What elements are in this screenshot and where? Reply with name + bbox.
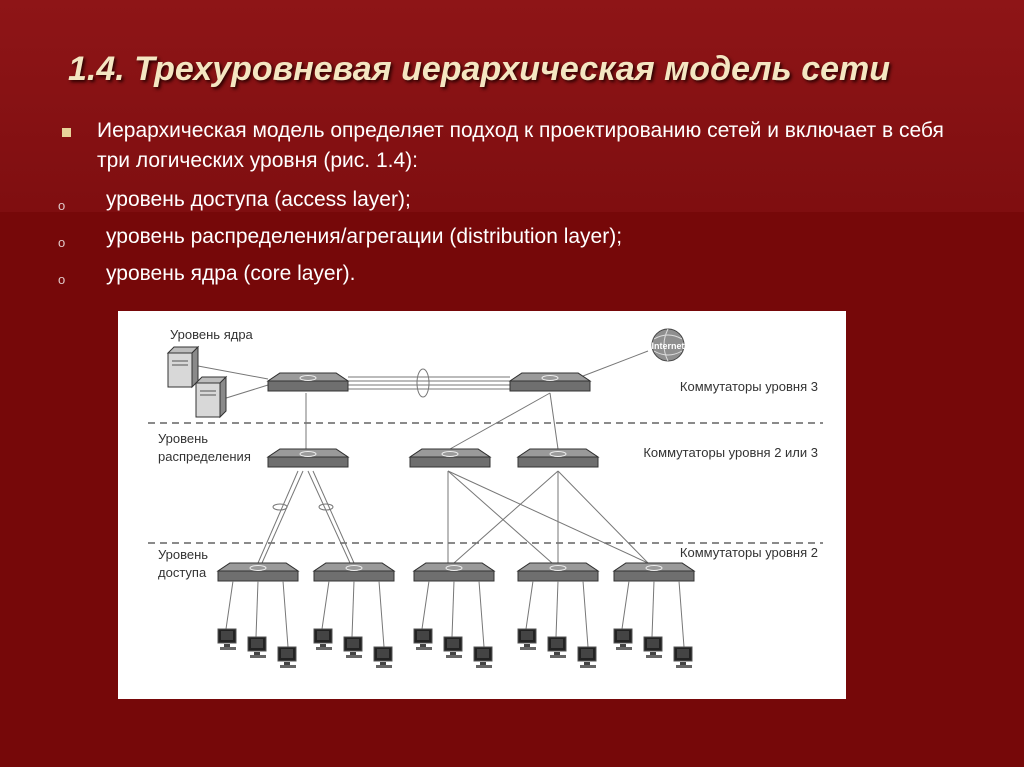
- intro-paragraph: Иерархическая модель определяет подход к проектированию сетей и включает в себя три логических уровня (рис. 1.4):: [97, 119, 944, 172]
- workstation-icon: [518, 629, 536, 650]
- distribution-switch-icon: [268, 449, 348, 467]
- access-block: [614, 563, 694, 668]
- square-bullet-icon: [62, 128, 71, 137]
- workstation-icon: [444, 637, 462, 658]
- circle-bullet-icon: o: [58, 235, 66, 250]
- core-switch-icon: [268, 373, 348, 391]
- access-block: [218, 563, 298, 668]
- workstation-icon: [248, 637, 266, 658]
- internet-label: Internet: [651, 341, 685, 351]
- circle-bullet-icon: o: [58, 272, 66, 287]
- workstation-icon: [578, 647, 596, 668]
- workstation-icon: [414, 629, 432, 650]
- access-layer: [218, 563, 694, 668]
- workstation-icon: [278, 647, 296, 668]
- distribution-switch-icon: [410, 449, 490, 467]
- l3-switches-label: Коммутаторы уровня 3: [679, 379, 818, 394]
- workstation-icon: [474, 647, 492, 668]
- slide-title: 1.4. Трехуровневая иерархическая модель сети: [68, 50, 891, 88]
- background-top: [0, 0, 1024, 215]
- access-switch-icon: [314, 563, 394, 581]
- internet-globe-icon: [651, 329, 684, 361]
- access-layer-label-line2: доступа: [158, 565, 207, 580]
- list-item-distribution: уровень распределения/агрегации (distribution layer);: [106, 225, 623, 248]
- distribution-layer-label-line2: распределения: [158, 449, 251, 464]
- access-switch-icon: [414, 563, 494, 581]
- access-block: [518, 563, 598, 668]
- workstation-icon: [218, 629, 236, 650]
- server-icon: [196, 377, 226, 417]
- workstation-icon: [374, 647, 392, 668]
- workstation-icon: [314, 629, 332, 650]
- access-block: [414, 563, 494, 668]
- access-layer-label-line1: Уровень: [158, 547, 209, 562]
- server-icon: [168, 347, 198, 387]
- workstation-icon: [344, 637, 362, 658]
- l2-or-l3-switches-label: Коммутаторы уровня 2 или 3: [643, 445, 818, 460]
- workstation-icon: [548, 637, 566, 658]
- list-item-access: уровень доступа (access layer);: [106, 188, 411, 211]
- core-links: [198, 351, 648, 449]
- access-block: [314, 563, 394, 668]
- workstation-icon: [674, 647, 692, 668]
- workstation-icon: [614, 629, 632, 650]
- core-switch-icon: [510, 373, 590, 391]
- network-diagram-svg: [118, 311, 846, 699]
- list-item-core: уровень ядра (core layer).: [106, 262, 356, 285]
- access-switch-icon: [614, 563, 694, 581]
- core-layer-label: Уровень ядра: [170, 327, 253, 342]
- distribution-links: [258, 471, 648, 563]
- distribution-layer-label-line1: Уровень: [158, 431, 209, 446]
- network-diagram: [118, 311, 846, 699]
- circle-bullet-icon: o: [58, 198, 66, 213]
- workstation-icon: [644, 637, 662, 658]
- l2-switches-label: Коммутаторы уровня 2: [679, 545, 818, 560]
- access-switch-icon: [218, 563, 298, 581]
- distribution-switch-icon: [518, 449, 598, 467]
- access-switch-icon: [518, 563, 598, 581]
